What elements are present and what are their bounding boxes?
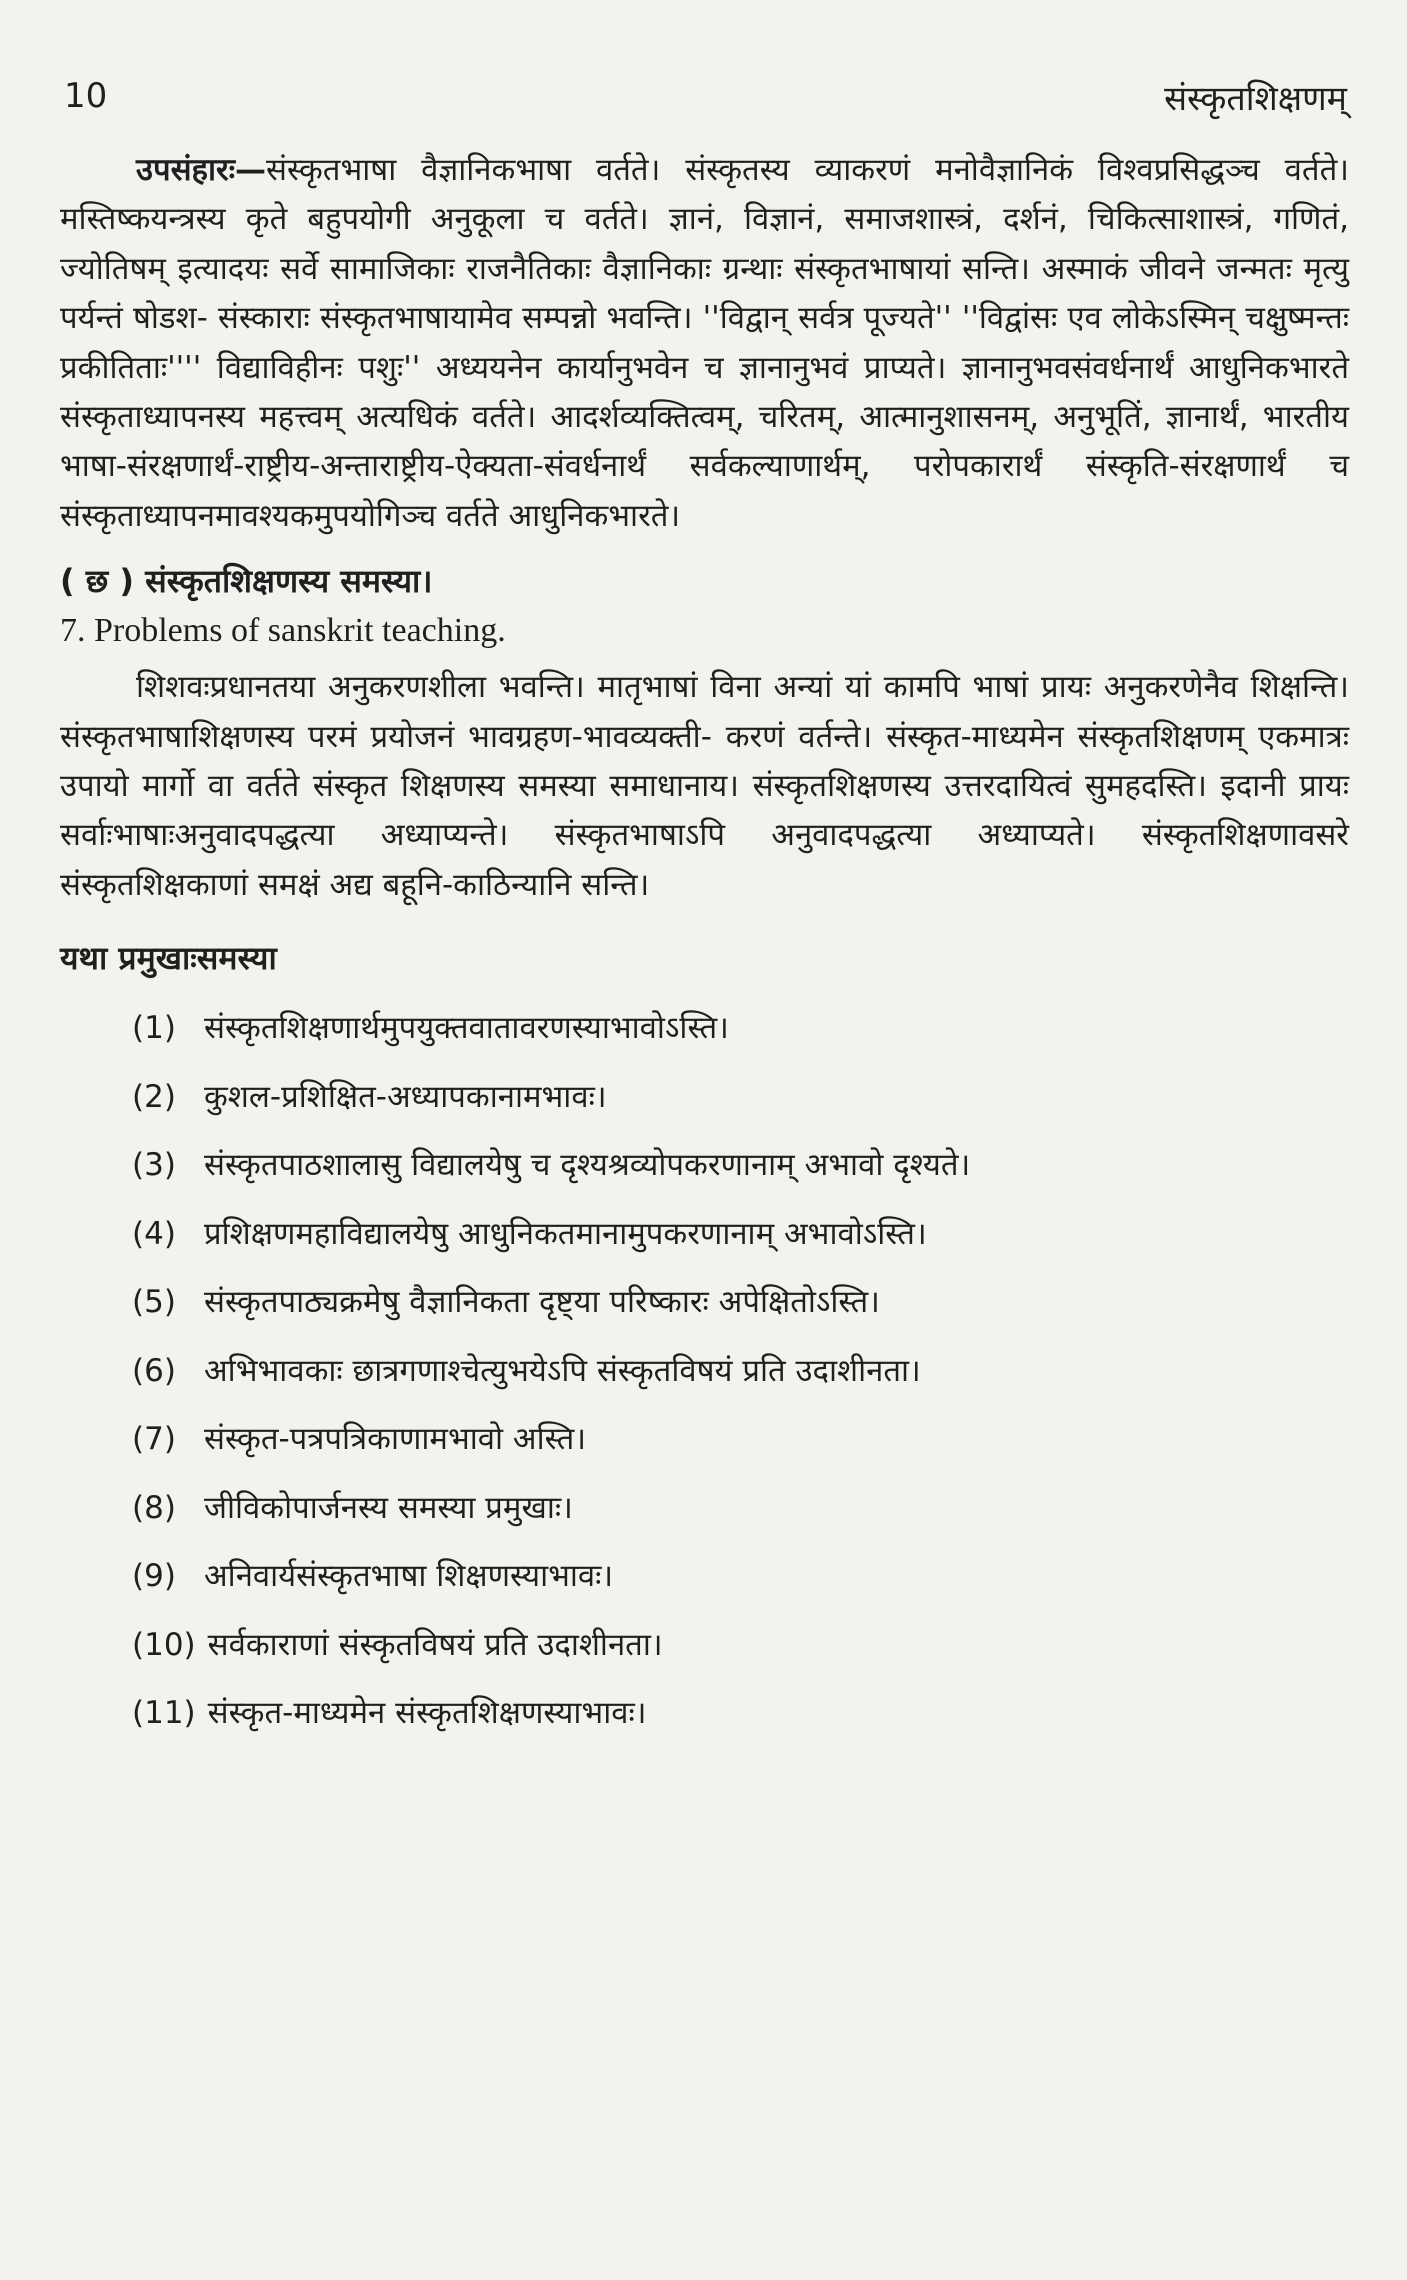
item-number: (6) xyxy=(132,1352,176,1389)
item-number: (8) xyxy=(132,1489,176,1526)
item-number: (4) xyxy=(132,1215,176,1252)
conclusion-text: संस्कृतभाषा वैज्ञानिकभाषा वर्तते। संस्कृतस्य व्याकरणं मनोवैज्ञानिकं विश्वप्रसिद्धञ्च वर्तते। मस्तिष्कयन्त्रस्य कृते बहुपयोगी अनुकूला च वर्तते। ज्ञानं, विज्ञानं, समाजशास्त्रं, दर्शनं, चिकित्साशास्त्रं, गणितं, ज्योतिषम् इत्यादयः सर्वे सामाजिकाः राजनैतिकाः वैज्ञानिकाः ग्रन्थाः संस्कृतभाषायां सन्ति। अस्माकं जीवने जन्मतः मृत्यु पर्यन्तं षोडश- संस्काराः संस्कृतभाषायामेव सम्पन्नो भवन्ति। ''विद्वान् सर्वत्र पूज्यते'' ''विद्वांसः एव लोकेऽस्मिन् चक्षुष्मन्तः प्रकीतिताः'''' विद्याविहीनः पशुः'' अध्ययनेन कार्यानुभवेन च ज्ञानानुभवं प्राप्यते। ज्ञानानुभवसंवर्धनार्थं आधुनिकभारते संस्कृताध्यापनस्य महत्त्वम् अत्यधिकं वर्तते। आदर्शव्यक्तित्वम्, चरितम्, आत्मानुशासनम्, अनुभूतिं, ज्ञानार्थं, भारतीय भाषा-संरक्षणार्थं-राष्ट्रीय-अन्ताराष्ट्रीय-ऐक्यता-संवर्धनार्थं सर्वकल्याणार्थम्, परोपकारार्थं संस्कृति-संरक्षणार्थं च संस्कृताध्यापनमावश्यकमुपयोगिञ्च वर्तते आधुनिकभारते। xyxy=(60,152,1349,534)
problems-heading: यथा प्रमुखाःसमस्या xyxy=(60,939,277,978)
item-number: (1) xyxy=(132,1010,176,1047)
list-item xyxy=(132,1474,1349,1543)
item-text: कुशल-प्रशिक्षित-अध्यापकानामभावः। xyxy=(204,1078,607,1115)
list-item xyxy=(132,1268,1349,1337)
running-title: संस्कृतशिक्षणम् xyxy=(1164,79,1347,119)
conclusion-paragraph xyxy=(60,146,1349,541)
problems-list xyxy=(60,994,1349,1748)
page-header xyxy=(60,56,1349,146)
list-item xyxy=(132,1405,1349,1474)
item-text: अभिभावकाः छात्रगणाश्चेत्युभयेऽपि संस्कृतविषयं प्रति उदाशीनता। xyxy=(204,1352,921,1389)
item-text: संस्कृत-माध्यमेन संस्कृतशिक्षणस्याभावः। xyxy=(207,1695,647,1732)
item-text: अनिवार्यसंस्कृतभाषा शिक्षणस्याभावः। xyxy=(204,1558,614,1595)
item-number: (11) xyxy=(132,1695,196,1732)
item-number: (5) xyxy=(132,1284,176,1321)
item-text: संस्कृतपाठशालासु विद्यालयेषु च दृश्यश्रव्योपकरणानाम् अभावो दृश्यते। xyxy=(204,1147,971,1184)
section-english-heading: 7. Problems of sanskrit teaching. xyxy=(60,612,506,650)
item-text: संस्कृतपाठ्यक्रमेषु वैज्ञानिकता दृष्ट्या परिष्कारः अपेक्षितोऽस्ति। xyxy=(204,1284,880,1321)
list-item xyxy=(132,994,1349,1063)
item-number: (10) xyxy=(132,1626,196,1663)
list-item xyxy=(132,1611,1349,1680)
list-item xyxy=(132,1063,1349,1132)
item-number: (3) xyxy=(132,1147,176,1184)
section-paragraph: शिशवःप्रधानतया अनुकरणशीला भवन्ति। मातृभाषां विना अन्यां यां कामपि भाषां प्रायः अनुकरणेनैव शिक्षन्ति। संस्कृतभाषाशिक्षणस्य परमं प्रयोजनं भावग्रहण-भावव्यक्ती- करणं वर्तन्ते। संस्कृत-माध्यमेन संस्कृतशिक्षणम् एकमात्रः उपायो मार्गो वा वर्तते संस्कृत शिक्षणस्य समस्या समाधानाय। संस्कृतशिक्षणस्य उत्तरदायित्वं सुमहदस्ति। इदानी प्रायः सर्वाःभाषाःअनुवादपद्धत्या अध्याप्यन्ते। संस्कृतभाषाऽपि अनुवादपद्धत्या अध्याप्यते। संस्कृतशिक्षणावसरे संस्कृतशिक्षकाणां समक्षं अद्य बहूनि-काठिन्यानि सन्ति। xyxy=(60,669,1349,903)
list-item xyxy=(132,1337,1349,1406)
list-item xyxy=(132,1679,1349,1748)
list-item xyxy=(132,1131,1349,1200)
page-number: 10 xyxy=(64,76,108,116)
conclusion-label: उपसंहारः— xyxy=(136,152,266,188)
section-heading: ( छ ) संस्कृतशिक्षणस्य समस्या। xyxy=(60,562,433,601)
list-item xyxy=(132,1200,1349,1269)
item-text: सर्वकाराणां संस्कृतविषयं प्रति उदाशीनता। xyxy=(207,1626,663,1663)
item-number: (7) xyxy=(132,1421,176,1458)
item-text: संस्कृतशिक्षणार्थमुपयुक्तवातावरणस्याभावोऽस्ति। xyxy=(204,1010,729,1047)
item-number: (2) xyxy=(132,1078,176,1115)
item-number: (9) xyxy=(132,1558,176,1595)
item-text: संस्कृत-पत्रपत्रिकाणामभावो अस्ति। xyxy=(204,1421,587,1458)
list-item xyxy=(132,1542,1349,1611)
item-text: प्रशिक्षणमहाविद्यालयेषु आधुनिकतमानामुपकरणानाम् अभावोऽस्ति। xyxy=(204,1215,927,1252)
item-text: जीविकोपार्जनस्य समस्या प्रमुखाः। xyxy=(204,1489,573,1526)
